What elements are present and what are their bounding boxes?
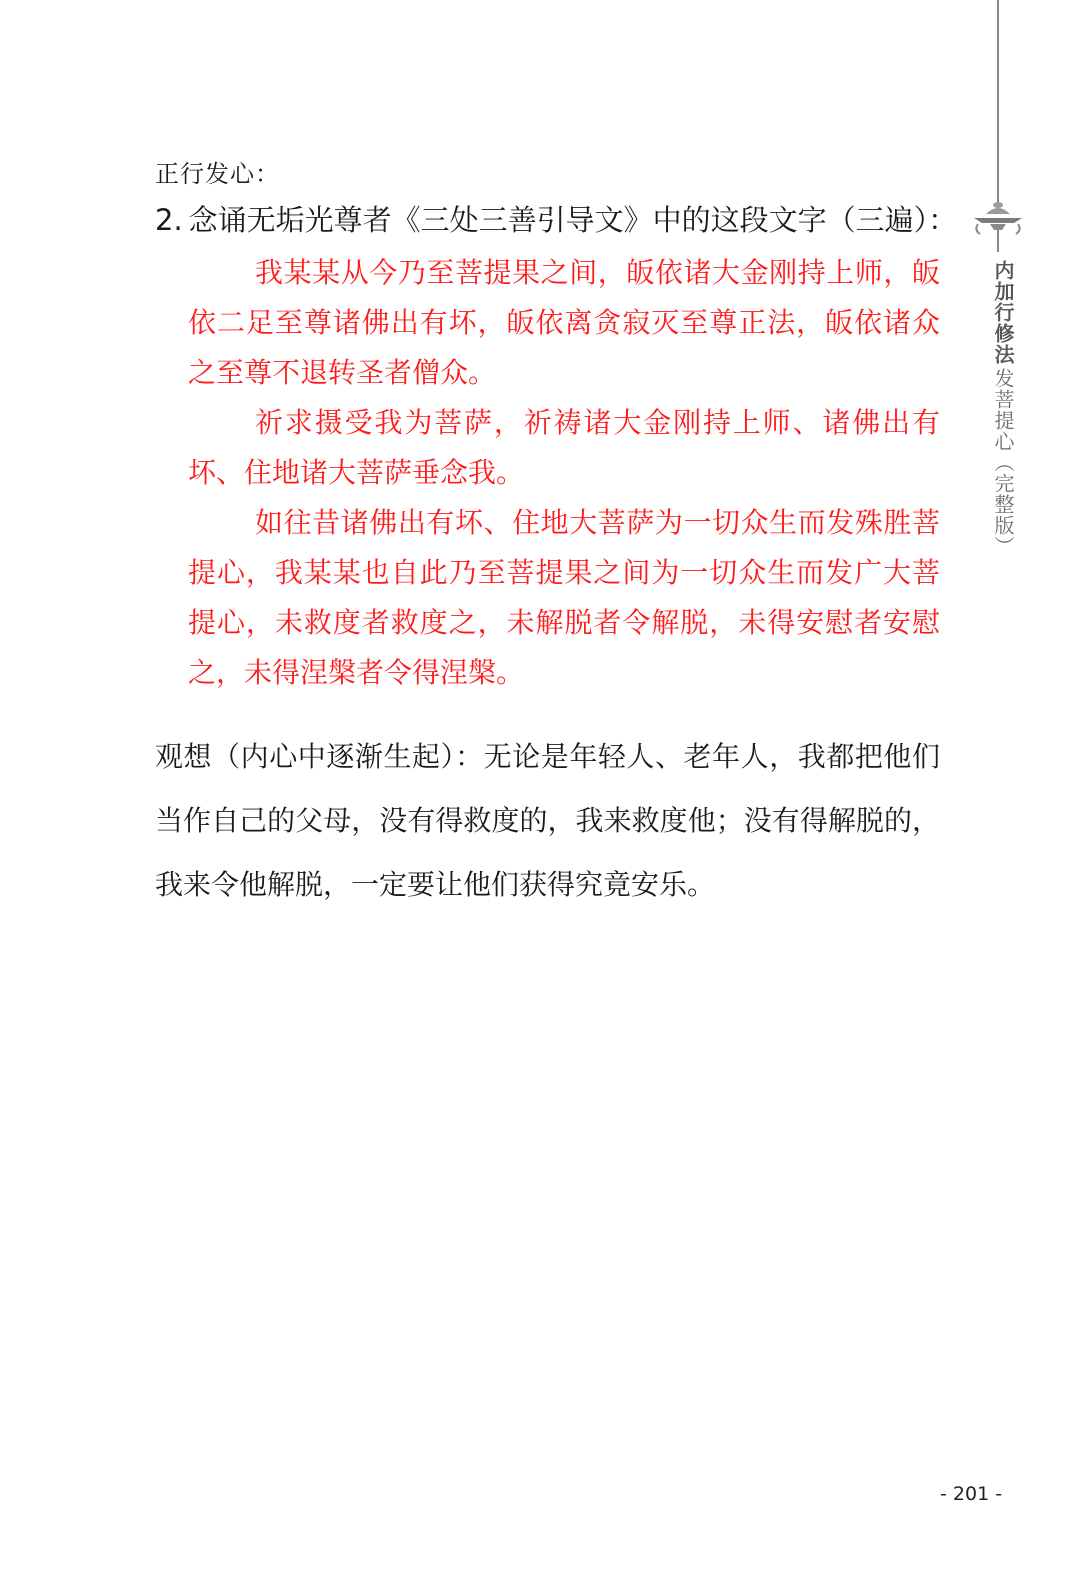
item-heading (155, 200, 958, 240)
recitation-paragraph: 我某某从今乃至菩提果之间，皈依诸大金刚持上师，皈依二足至尊诸佛出有坏，皈依离贪寂灭至尊正法，皈依诸众之至尊不退转圣者僧众。 (188, 256, 940, 389)
recitation-paragraph: 如往昔诸佛出有坏、住地大菩萨为一切众生而发殊胜菩提心，我某某也自此乃至菩提果之间为一切众生而发广大菩提心，未救度者救度之，未解脱者令解脱，未得安慰者安慰之，未得涅槃者令得涅槃。 (188, 506, 940, 689)
margin-rule (997, 0, 999, 195)
item-heading-text: 念诵无垢光尊者《三处三善引导文》中的这段文字（三遍）： (188, 203, 958, 237)
recitation-paragraph: 祈求摄受我为菩萨，祈祷诸大金刚持上师、诸佛出有坏、住地诸大菩萨垂念我。 (188, 406, 940, 489)
item-number: 2. (155, 203, 183, 237)
section-label: 正行发心： (155, 160, 280, 188)
page-number: - 201 - (940, 1483, 1003, 1505)
margin-rule-lower (997, 240, 999, 252)
chapter-title-vertical: 发菩提心（完整版） (991, 368, 1015, 557)
recitation-block (188, 248, 940, 698)
book-title-vertical: 内加行修法 (991, 260, 1015, 365)
contemplation-paragraph: 观想（内心中逐渐生起）：无论是年轻人、老年人，我都把他们当作自己的父母，没有得救度的，我来救度他；没有得解脱的，我来令他解脱，一定要让他们获得究竟安乐。 (155, 740, 940, 901)
